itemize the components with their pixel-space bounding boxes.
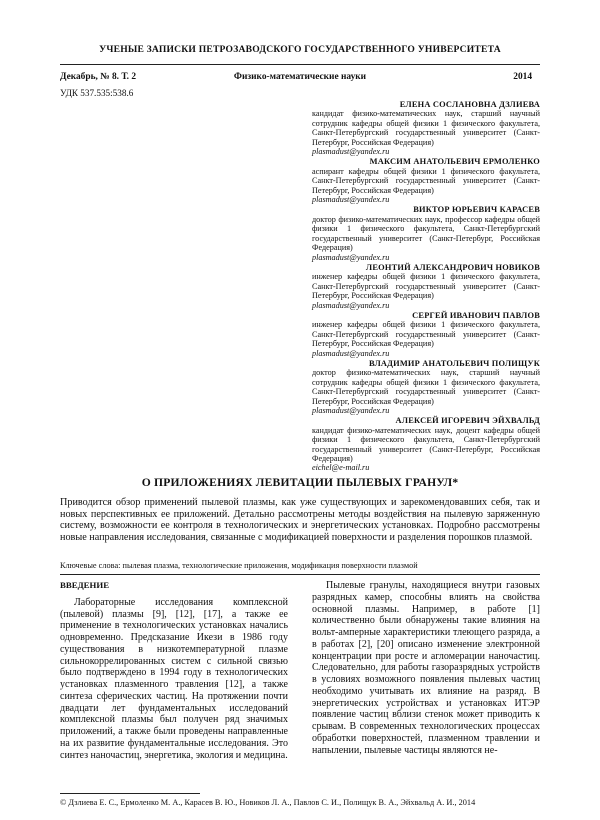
introduction-paragraph: Лабораторные исследования комплексной (пылевой) плазмы [9], [12], [17], а также ее применение в технологических установках начались одновременно. Предсказание Икези в 1986 году существования в низкотемпературной плазме сильнокоррелированных систем с сильной связью было подтверждено в 1994 году в технологических установках плазменного травления [12], а также синтеза сферических частиц. На протяжении почти двадцати лет фундаментальных исследований комплексной плазмы был получен ряд значимых приложений, а также были проведены направленные на их развитие фундаментальные исследования. Это синтез наночастиц, энергетика, экология и медицина. [60,596,288,761]
author-affiliation: доктор физико-математических наук, старший научный сотрудник кафедры общей физики 1 физического факультета, Санкт-Петербургский государственный университет (Санкт-Петербург, Российская Федерация) [312,368,540,406]
author-name: ЕЛЕНА СОСЛАНОВНА ДЗЛИЕВА [399,100,540,109]
keywords: Ключевые слова: пылевая плазма, технологические приложения, модификация поверхности плазмой [60,561,418,570]
author-name: ВЛАДИМИР АНАТОЛЬЕВИЧ ПОЛИЩУК [369,358,540,368]
article-abstract: Приводится обзор применений пылевой плазмы, как уже существующих и зарекомендовавших себя, так и новых перспективных ее приложений. Детально рассмотрены методы воздействия на пылевую заряженную систему, возможности ее контроля в технологических и энергетических установках. Подробно рассмотрены новые направления исследования, связанные с модификацией поверхности и разделения порошков плазмой. [60,497,540,543]
author-block [312,263,540,310]
author-email[interactable]: plasmadust@yandex.ru [312,252,390,262]
issue-line [60,72,540,84]
author-email[interactable]: plasmadust@yandex.ru [312,348,390,358]
author-email[interactable]: eichel@e-mail.ru [312,463,370,473]
udc-code: УДК 537.535:538.6 [60,88,134,98]
author-email[interactable]: plasmadust@yandex.ru [312,406,390,415]
author-name: МАКСИМ АНАТОЛЬЕВИЧ ЕРМОЛЕНКО [369,157,540,167]
journal-section: Физико-математические науки [233,72,367,82]
copyright-line: © Дзлиева Е. С., Ермоленко М. А., Карасев В. Ю., Новиков Л. А., Павлов С. И., Полищук В. А., Эйхвальд А. И., 2014 [60,798,476,807]
author-name: АЛЕКСЕЙ ИГОРЕВИЧ ЭЙХВАЛЬД [395,416,540,426]
section-heading-introduction: ВВЕДЕНИЕ [60,580,110,590]
author-block [312,311,540,358]
right-column [312,580,540,756]
issue-year: 2014 [513,72,532,82]
author-block [312,157,540,204]
author-name: СЕРГЕЙ ИВАНОВИЧ ПАВЛОВ [412,310,540,320]
author-email[interactable]: plasmadust@yandex.ru [312,147,390,157]
author-list [312,100,540,474]
author-affiliation: инженер кафедры общей физики 1 физического факультета, Санкт-Петербургский государственный университет (Санкт-Петербург, Российская Федерация) [312,320,540,349]
author-block [312,359,540,415]
issue-number: Декабрь, № 8. Т. 2 [60,72,137,82]
author-affiliation: кандидат физико-математических наук, старший научный сотрудник кафедры общей физики 1 физического факультета, Санкт-Петербургский государственный университет (Санкт-Петербург, Российская Федерация) [312,109,540,147]
keywords-rule [60,574,540,575]
author-affiliation: кандидат физико-математических наук, доцент кафедры общей физики 1 физического факультета, Санкт-Петербургский государственный университет (Санкт-Петербург, Российская Федерация) [312,425,540,464]
header-rule [60,64,540,65]
author-name: ВИКТОР ЮРЬЕВИЧ КАРАСЕВ [413,205,540,215]
footnote-rule [60,793,200,794]
author-name: ЛЕОНТИЙ АЛЕКСАНДРОВИЧ НОВИКОВ [365,262,540,272]
body-paragraph: Пылевые гранулы, находящиеся внутри газовых разрядных камер, способны влиять на свойства основной плазмы. Например, в работе [1] количественно были обнаружены такие влияния на вольт-амперные характеристики тлеющего разряда, а в работах [2], [20] описано изменение электронной концентрации при росте и агломерации наночастиц. Следовательно, для работы газоразрядных устройств в условиях возможного появления пылевых частиц необходимо учитывать их влияние на разряд. В энергетических устройствах и установках ИТЭР появление частиц вблизи стенок может приводить к срывам. В современных технологических процессах обработки поверхностей, плазменном травлении и напылении, пылевые частицы являются не- [312,580,540,756]
left-column [60,580,288,761]
author-affiliation: инженер кафедры общей физики 1 физического факультета, Санкт-Петербургский государственный университет (Санкт-Петербург, Российская Федерация) [312,272,540,301]
author-block [312,100,540,156]
author-email[interactable]: plasmadust@yandex.ru [312,195,390,205]
author-affiliation: доктор физико-математических наук, профессор кафедры общей физики 1 физического факультета, Санкт-Петербургский государственный университет (Санкт-Петербург, Российская Федерация) [312,214,540,253]
author-email[interactable]: plasmadust@yandex.ru [312,300,390,310]
article-title: О ПРИЛОЖЕНИЯХ ЛЕВИТАЦИИ ПЫЛЕВЫХ ГРАНУЛ* [141,476,459,489]
author-block [312,205,540,261]
author-block [312,416,540,472]
author-affiliation: аспирант кафедры общей физики 1 физического факультета, Санкт-Петербургский государственный университет (Санкт-Петербург, Российская Федерация) [312,166,540,195]
journal-title: УЧЕНЫЕ ЗАПИСКИ ПЕТРОЗАВОДСКОГО ГОСУДАРСТВЕННОГО УНИВЕРСИТЕТА [99,44,501,55]
